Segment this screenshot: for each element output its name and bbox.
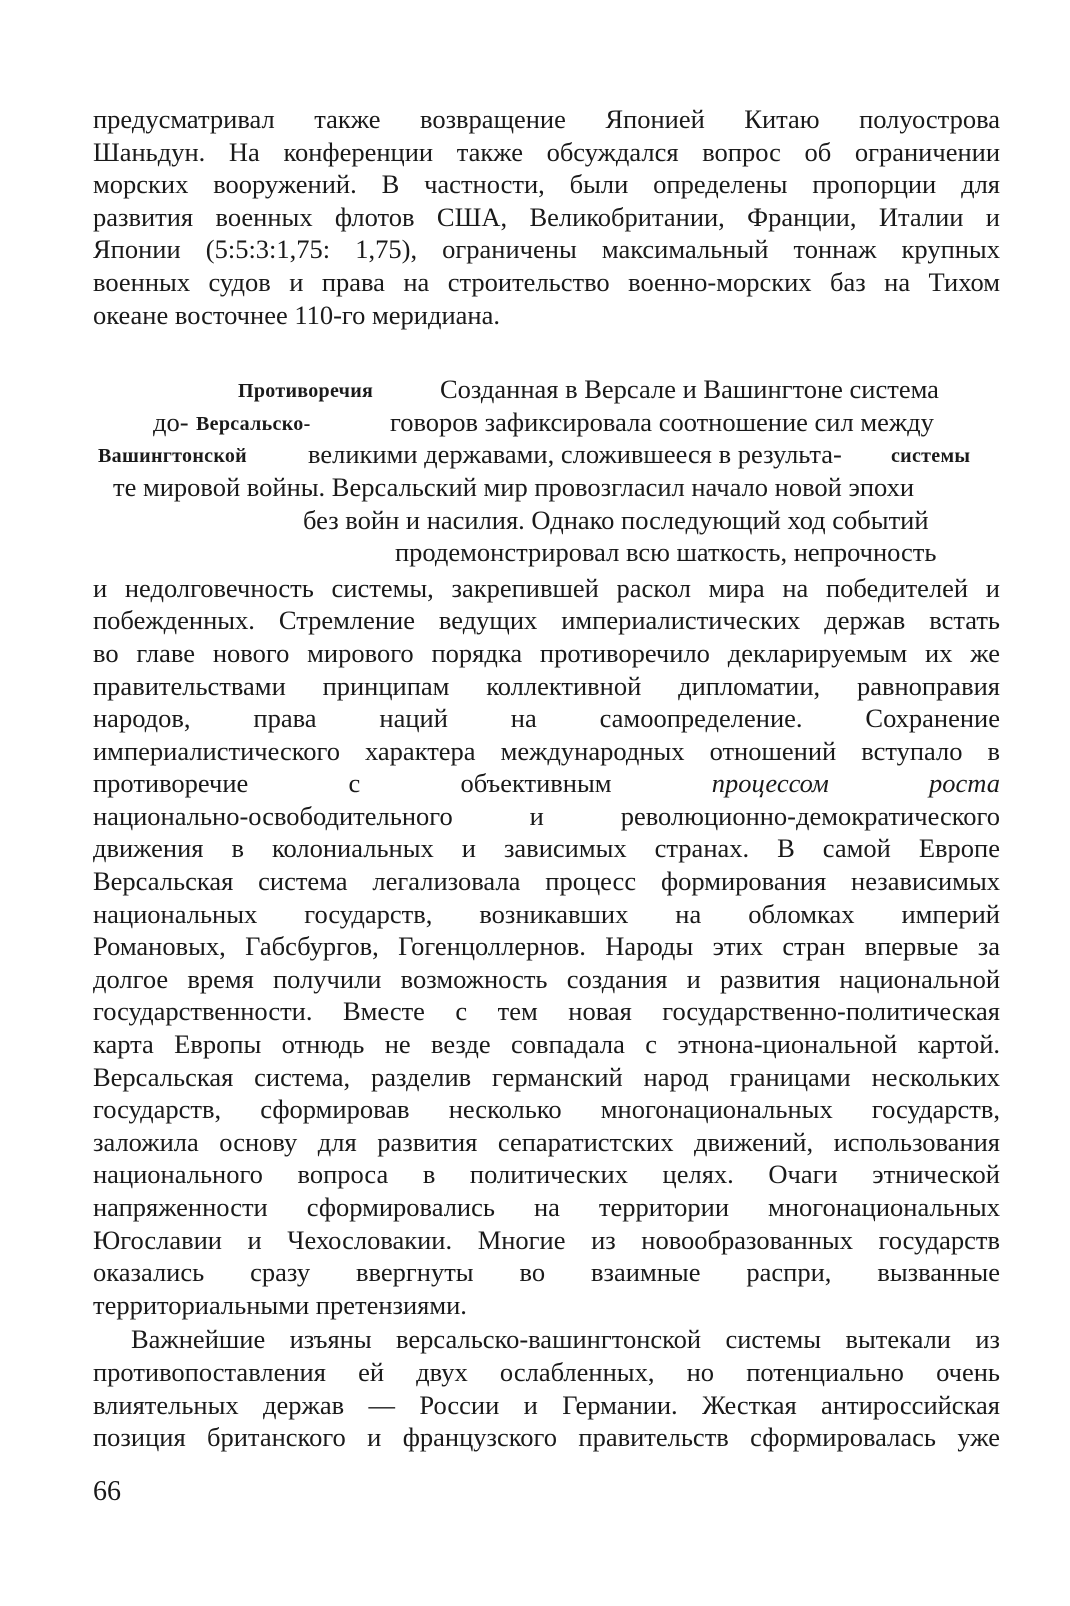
text-line: Версальская система, разделив германский народ границами нескольких <box>93 1061 1000 1092</box>
section-text: великими державами, сложившееся в результа- <box>308 439 842 470</box>
section-line-5 <box>93 504 1000 537</box>
section-with-side-heading <box>93 373 1000 569</box>
paragraph-1 <box>93 103 1000 331</box>
text-line: долгое время получили возможность создания и развития национальной <box>93 963 1000 994</box>
page-body <box>93 103 1000 1454</box>
section-text: продемонстрировал всю шаткость, непрочность <box>395 537 937 568</box>
section-text: без войн и насилия. Однако последующий ход событий <box>303 504 929 535</box>
text-line: Шаньдун. На конференции также обсуждался вопрос об ограничении <box>93 136 1000 167</box>
text-line: влиятельных держав — России и Германии. Жесткая антироссийская <box>93 1389 1000 1420</box>
italic-word: процессом <box>711 768 829 799</box>
section-line-6 <box>93 536 1000 569</box>
text-line: национальных государств, возникавших на обломках империй <box>93 898 1000 929</box>
text-line: напряженности сформировались на территории многонациональных <box>93 1192 1000 1222</box>
section-line-4 <box>93 471 1000 504</box>
section-text: те мировой войны. Версальский мир провозгласил начало новой эпохи <box>113 471 915 502</box>
text-line: национально-освободительного и революционно-демократического <box>93 800 1000 831</box>
text-line: Важнейшие изъяны версальско-вашингтонской системы вытекали из <box>131 1324 1000 1355</box>
text-line: народов, права наций на самоопределение. Сохранение <box>93 703 1000 734</box>
text-line: океане восточнее 110-го меридиана. <box>93 299 500 330</box>
text-line: Японии (5:5:3:1,75: 1,75), ограничены максимальный тоннаж крупных <box>93 234 1000 265</box>
section-line-2 <box>93 406 1000 439</box>
word: противоречие <box>93 768 249 799</box>
text-line: оказались сразу ввергнуты во взаимные распри, вызванные <box>93 1257 1000 1288</box>
text-line: движения в колониальных и зависимых странах. В самой Европе <box>93 833 1000 864</box>
text-line: карта Европы отнюдь не везде совпадала с этнона-циональной картой. <box>93 1029 1000 1060</box>
word: объективным <box>460 768 612 799</box>
side-heading-prefix: до- <box>153 406 189 437</box>
text-line: морских вооружений. В частности, были определены пропорции для <box>93 169 1000 200</box>
text-line: национального вопроса в политических целях. Очаги этнической <box>93 1159 1000 1190</box>
section-text: говоров зафиксировала соотношение сил между <box>390 406 934 437</box>
italic-word: роста <box>929 768 1001 799</box>
section-line-1 <box>93 373 1000 406</box>
paragraph-2 <box>93 572 1000 1322</box>
text-line: позиция британского и французского правительств сформировалась уже <box>93 1422 1000 1453</box>
side-heading-part: системы <box>891 445 971 468</box>
text-line: империалистического характера международных отношений вступало в <box>93 735 1000 766</box>
text-line: Романовых, Габсбургов, Гогенцоллернов. Народы этих стран впервые за <box>93 931 1000 962</box>
text-line: государственности. Вместе с тем новая государственно-политическая <box>93 996 1000 1027</box>
section-text: Созданная в Версале и Вашингтоне система <box>440 374 939 405</box>
text-line: заложила основу для развития сепаратистских движений, использования <box>93 1126 1000 1157</box>
section-line-3 <box>93 438 1000 471</box>
side-heading-part: Версальско- <box>196 412 311 435</box>
text-line: Югославии и Чехословакии. Многие из новообразованных государств <box>93 1224 1000 1255</box>
text-line: побежденных. Стремление ведущих империалистических держав встать <box>93 605 1000 636</box>
text-line: государств, сформировав несколько многонациональных государств, <box>93 1094 1000 1125</box>
text-line: во главе нового мирового порядка противоречило декларируемым их же <box>93 637 1000 668</box>
paragraph-3 <box>93 1323 1000 1453</box>
text-line: и недолговечность системы, закрепившей раскол мира на победителей и <box>93 572 1000 603</box>
side-heading-part: Противоречия <box>238 380 374 403</box>
page-number: 66 <box>93 1476 121 1507</box>
word: с <box>348 768 361 799</box>
text-line-with-italics <box>93 767 1000 800</box>
text-line: Версальская система легализовала процесс формирования независимых <box>93 866 1000 897</box>
text-line: развития военных флотов США, Великобритании, Франции, Италии и <box>93 201 1000 232</box>
text-line: противопоставления ей двух ослабленных, но потенциально очень <box>93 1356 1000 1387</box>
text-line: военных судов и права на строительство военно-морских баз на Тихом <box>93 266 1000 297</box>
text-line: предусматривал также возвращение Японией Китаю полуострова <box>93 104 1000 134</box>
text-line: территориальными претензиями. <box>93 1289 467 1320</box>
text-line: правительствами принципам коллективной дипломатии, равноправия <box>93 670 1000 701</box>
side-heading-part: Вашингтонской <box>98 445 247 468</box>
